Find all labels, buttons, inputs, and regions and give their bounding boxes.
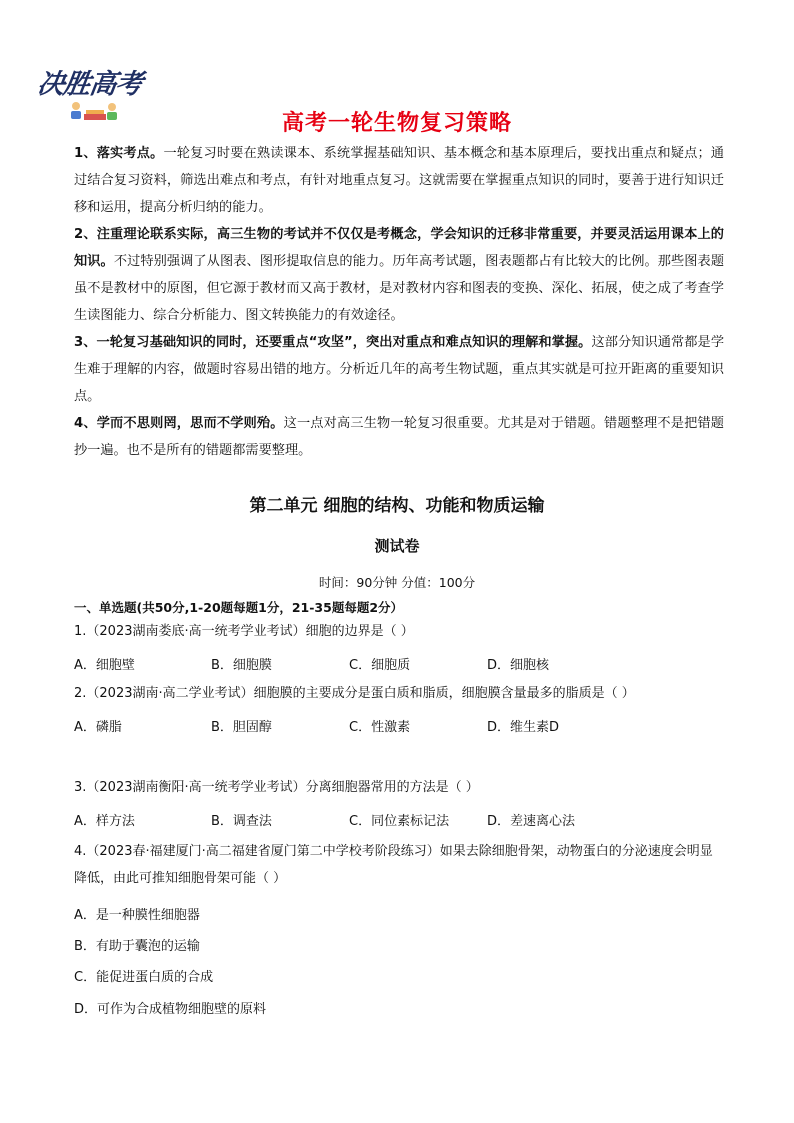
option: A．细胞壁 (74, 658, 135, 673)
option: A．样方法 (74, 814, 135, 829)
option: B．调查法 (211, 814, 272, 829)
question-stem: 1.（2023湖南娄底·高一统考学业考试）细胞的边界是（ ） (74, 624, 414, 639)
question-stem: 4.（2023春·福建厦门·高二福建省厦门第二中学校考阶段练习）如果去除细胞骨架，动物蛋白的分泌速度会明显降低，由此可推知细胞骨架可能（ ） (74, 844, 713, 886)
page-title: 高考一轮生物复习策略 (281, 111, 512, 136)
unit-title: 第二单元 细胞的结构、功能和物质运输 (249, 496, 545, 516)
option: C．细胞质 (349, 658, 411, 673)
option-row (74, 716, 724, 740)
option: D．细胞核 (487, 658, 550, 673)
option-row (74, 810, 724, 834)
option: A．磷脂 (74, 720, 122, 735)
strategy-item: 3、一轮复习基础知识的同时，还要重点“攻坚”，突出对重点和难点知识的理解和掌握。这部分知识通常都是学生难于理解的内容，做题时容易出错的地方。分析近几年的高考生物试题，重点其实就是可拉开距离的重要知识点。 (74, 335, 725, 404)
option-row (74, 654, 724, 678)
option: C．能促进蛋白质的合成 (74, 970, 214, 985)
question-stem: 2.（2023湖南·高二学业考试）细胞膜的主要成分是蛋白质和脂质，细胞膜含量最多的脂质是（ ） (74, 686, 635, 701)
test-title: 测试卷 (374, 537, 420, 555)
strategy-section (74, 140, 724, 464)
option: C．性激素 (349, 720, 411, 735)
option: C．同位素标记法 (349, 814, 450, 829)
option: D．差速离心法 (487, 814, 576, 829)
option: D．可作为合成植物细胞壁的原料 (74, 1002, 267, 1017)
option: B．胆固醇 (211, 720, 272, 735)
option: B．有助于囊泡的运输 (74, 939, 200, 954)
section-heading: 一、单选题(共50分,1-20题每题1分，21-35题每题2分） (74, 600, 404, 615)
strategy-item: 1、落实考点。一轮复习时要在熟读课本、系统掌握基础知识、基本概念和基本原理后，要找出重点和疑点；通过结合复习资料，筛选出难点和考点，有针对地重点复习。这就需要在掌握重点知识的同时，要善于进行知识迁移和运用，提高分析归纳的能力。 (74, 146, 724, 215)
option: A．是一种膜性细胞器 (74, 908, 200, 923)
option: B．细胞膜 (211, 658, 272, 673)
question-stem: 3.（2023湖南衡阳·高一统考学业考试）分离细胞器常用的方法是（ ） (74, 780, 479, 795)
time-and-score: 时间：90分钟 分值：100分 (318, 575, 476, 590)
strategy-item: 4、学而不思则罔，思而不学则殆。这一点对高三生物一轮复习很重要。尤其是对于错题。错题整理不是把错题抄一遍。也不是所有的错题都需要整理。 (74, 416, 724, 458)
strategy-item: 2、注重理论联系实际，高三生物的考试并不仅仅是考概念，学会知识的迁移非常重要，并要灵活运用课本上的知识。不过特别强调了从图表、图形提取信息的能力。历年高考试题，图表题都占有比较大的比例。那些图表题虽不是教材中的原图，但它源于教材而又高于教材，是对教材内容和图表的变换、深化、拓展，使之成了考查学生读图能力、综合分析能力、图文转换能力的有效途径。 (74, 227, 725, 323)
logo-text: 决胜高考 (35, 69, 144, 100)
option: D．维生素D (487, 720, 560, 735)
